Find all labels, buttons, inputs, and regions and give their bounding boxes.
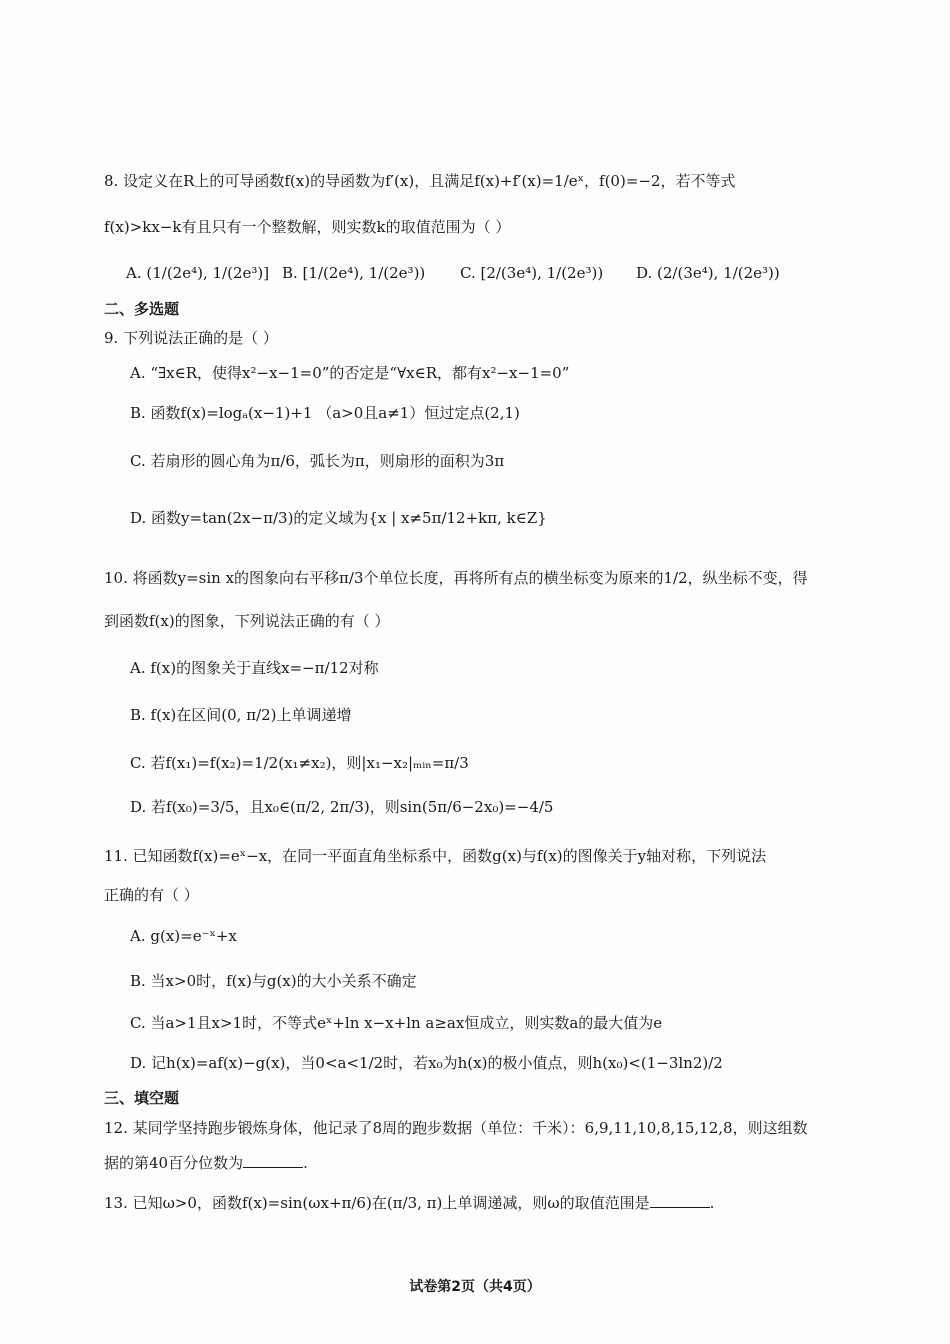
q10-stem-continued: 到函数f(x)的图象，下列说法正确的有（ ） [104,612,390,630]
q8-options [0,262,950,286]
q8-stem: 8. 设定义在R上的可导函数f(x)的导函数为f′(x)，且满足f(x)+f′(x)=1/eˣ，f(0)=−2，若不等式 [104,172,736,190]
q12-stem-text: 据的第40百分位数为 [104,1154,244,1172]
q8-option-d: D. (2/(3e⁴), 1/(2e³)) [636,264,780,282]
q10-stem: 10. 将函数y=sin x的图象向右平移π/3个单位长度，再将所有点的横坐标变为原来的1/2，纵坐标不变，得 [104,569,808,587]
section-heading-multiple-choice: 二、多选题 [104,300,180,318]
q11-option-b: B. 当x>0时，f(x)与g(x)的大小关系不确定 [130,972,417,990]
q9-stem: 9. 下列说法正确的是（ ） [104,329,278,347]
q8-option-a: A. (1/(2e⁴), 1/(2e³)] [126,264,270,282]
q12-period: . [303,1154,308,1172]
q8-stem-continued: f(x)>kx−k有且只有一个整数解，则实数k的取值范围为（ ） [104,218,511,236]
q13-stem-text: 13. 已知ω>0，函数f(x)=sin(ωx+π/6)在(π/3, π)上单调递减，则ω的取值范围是 [104,1194,650,1212]
q12-answer-blank[interactable] [243,1153,303,1168]
q10-option-b: B. f(x)在区间(0, π/2)上单调递增 [130,706,352,724]
q12-stem-continued [104,1152,308,1174]
q13-stem [104,1192,714,1214]
q10-option-d: D. 若f(x₀)=3/5，且x₀∈(π/2, 2π/3)，则sin(5π/6−2x₀)=−4/5 [130,798,554,816]
q12-stem: 12. 某同学坚持跑步锻炼身体，他记录了8周的跑步数据（单位：千米）：6,9,11,10,8,15,12,8，则这组数 [104,1119,808,1137]
q10-option-a: A. f(x)的图象关于直线x=−π/12对称 [130,659,379,677]
q8-option-b: B. [1/(2e⁴), 1/(2e³)) [282,264,426,282]
q13-period: . [709,1194,715,1212]
q11-stem-continued: 正确的有（ ） [104,886,199,904]
q10-option-c: C. 若f(x₁)=f(x₂)=1/2(x₁≠x₂)，则|x₁−x₂|ₘᵢₙ=π/3 [130,754,469,772]
q11-stem: 11. 已知函数f(x)=eˣ−x，在同一平面直角坐标系中，函数g(x)与f(x)的图像关于y轴对称，下列说法 [104,847,767,865]
q9-option-a: A. “∃x∈R，使得x²−x−1=0”的否定是“∀x∈R，都有x²−x−1=0” [130,364,570,382]
q11-option-c: C. 当a>1且x>1时，不等式eˣ+ln x−x+ln a≥ax恒成立，则实数a的最大值为e [130,1014,663,1032]
section-heading-fill-blank: 三、填空题 [104,1089,180,1107]
q9-option-c: C. 若扇形的圆心角为π/6，弧长为π，则扇形的面积为3π [130,452,505,470]
q8-option-c: C. [2/(3e⁴), 1/(2e³)) [460,264,604,282]
q9-option-b: B. 函数f(x)=logₐ(x−1)+1 （a>0且a≠1）恒过定点(2,1) [130,404,520,422]
q11-option-a: A. g(x)=e⁻ˣ+x [130,927,237,945]
q9-option-d: D. 函数y=tan(2x−π/3)的定义域为{x | x≠5π/12+kπ, k∈Z} [130,509,547,527]
q11-option-d: D. 记h(x)=af(x)−g(x)，当0<a<1/2时，若x₀为h(x)的极小值点，则h(x₀)<(1−3ln2)/2 [130,1054,723,1072]
page-footer: 试卷第2页（共4页） [409,1279,541,1295]
q13-answer-blank[interactable] [650,1193,710,1208]
